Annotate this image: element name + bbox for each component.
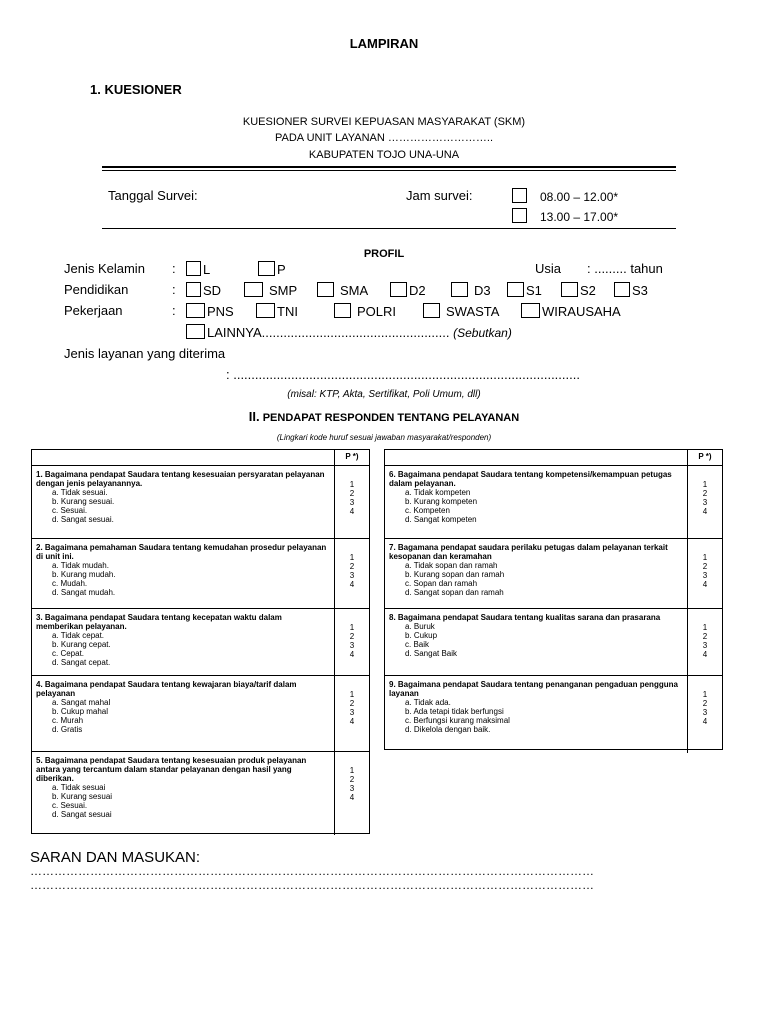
header-rule-top bbox=[102, 166, 676, 168]
answer-option: b. Kurang sesuai. bbox=[52, 497, 115, 506]
saran-line-2[interactable]: …………………………………………………………………………………………………………………………… bbox=[30, 878, 594, 892]
option-label: S1 bbox=[526, 283, 542, 298]
option-label: PNS bbox=[207, 304, 234, 319]
option-label: D3 bbox=[474, 283, 491, 298]
job-option-polri[interactable] bbox=[334, 303, 396, 319]
answer-code[interactable]: 1 bbox=[349, 690, 355, 699]
question-row bbox=[385, 466, 722, 539]
option-label: SMP bbox=[269, 283, 298, 298]
gender-p-checkbox[interactable] bbox=[258, 261, 275, 276]
answer-code[interactable]: 2 bbox=[702, 699, 708, 708]
option-label: SMA bbox=[340, 283, 369, 298]
job-option-swasta[interactable] bbox=[423, 303, 499, 319]
question-title: 8. Bagaimana pendapat Saudara tentang kualitas sarana dan prasarana bbox=[389, 613, 661, 622]
section-2-title bbox=[0, 409, 768, 424]
option-label: S3 bbox=[632, 283, 648, 298]
question-row bbox=[32, 752, 369, 835]
answer-code[interactable]: 1 bbox=[702, 480, 708, 489]
checkbox[interactable] bbox=[186, 303, 205, 318]
question-row bbox=[32, 676, 369, 752]
option-label: D2 bbox=[409, 283, 426, 298]
page-heading: LAMPIRAN bbox=[349, 36, 419, 51]
checkbox[interactable] bbox=[244, 282, 263, 297]
checkbox[interactable] bbox=[561, 282, 578, 297]
answer-option: d. Sangat sesuai bbox=[52, 810, 112, 819]
education-option-smp[interactable] bbox=[244, 282, 297, 298]
question-row bbox=[385, 539, 722, 609]
option-label: S2 bbox=[580, 283, 596, 298]
gender-p-label: P bbox=[277, 262, 286, 277]
time-option-1[interactable] bbox=[512, 188, 618, 204]
survey-title-line-3: KABUPATEN TOJO UNA-UNA bbox=[308, 149, 460, 161]
answer-option: c. Mudah. bbox=[52, 579, 88, 588]
option-label: SD bbox=[203, 283, 222, 298]
answer-option: b. Kurang sesuai bbox=[52, 792, 113, 801]
survey-title-line-2: PADA UNIT LAYANAN ……………………….. bbox=[275, 132, 493, 144]
answer-codes bbox=[687, 609, 722, 675]
answer-option: a. Tidak kompeten bbox=[405, 488, 471, 497]
questions-table-left bbox=[31, 449, 370, 834]
question-row bbox=[385, 609, 722, 676]
education-option-s2[interactable] bbox=[561, 282, 596, 298]
answer-code[interactable]: 4 bbox=[702, 717, 708, 726]
saran-label: SARAN DAN MASUKAN: bbox=[30, 849, 201, 866]
answer-code[interactable]: 4 bbox=[702, 507, 708, 516]
answer-code[interactable]: 2 bbox=[702, 489, 708, 498]
answer-option: d. Sangat mudah. bbox=[52, 588, 116, 597]
answer-option: d. Sangat kompeten bbox=[405, 515, 477, 524]
checkbox[interactable] bbox=[521, 303, 540, 318]
time-option-2[interactable] bbox=[512, 208, 618, 224]
table-header bbox=[32, 450, 369, 466]
education-label: Pendidikan bbox=[64, 282, 129, 297]
answer-option: c. Sopan dan ramah bbox=[405, 579, 478, 588]
answer-code[interactable]: 4 bbox=[349, 580, 355, 589]
question-text bbox=[36, 613, 327, 667]
answer-code[interactable]: 3 bbox=[702, 498, 708, 507]
answer-option: c. Sesuai. bbox=[52, 801, 88, 810]
answer-code[interactable]: 4 bbox=[702, 650, 708, 659]
job-colon: : bbox=[172, 303, 176, 318]
answer-option: d. Sangat Baik bbox=[405, 649, 458, 658]
time-option-1-label: 08.00 – 12.00* bbox=[540, 190, 619, 204]
question-row bbox=[385, 676, 722, 753]
question-row bbox=[32, 466, 369, 539]
answer-option: a. Tidak ada. bbox=[405, 698, 451, 707]
answer-code[interactable]: 1 bbox=[349, 766, 355, 775]
answer-option: b. Kurang mudah. bbox=[52, 570, 116, 579]
question-row bbox=[32, 609, 369, 676]
answer-option: c. Berfungsi kurang maksimal bbox=[405, 716, 510, 725]
answer-option: d. Dikelola dengan baik. bbox=[405, 725, 491, 734]
profil-title: PROFIL bbox=[363, 248, 405, 260]
answer-option: b. Kurang kompeten bbox=[405, 497, 478, 506]
answer-code[interactable]: 2 bbox=[349, 632, 355, 641]
section-2-text: PENDAPAT RESPONDEN TENTANG PELAYANAN bbox=[262, 412, 520, 424]
question-title: 6. Bagaimana pendapat Saudara tentang kompetensi/kemampuan petugas dalam pelayanan. bbox=[389, 470, 672, 488]
answer-code[interactable]: 1 bbox=[349, 623, 355, 632]
question-text bbox=[389, 680, 680, 734]
answer-code[interactable]: 4 bbox=[349, 793, 355, 802]
education-option-sd[interactable] bbox=[186, 282, 221, 298]
education-option-s3[interactable] bbox=[614, 282, 648, 298]
answer-codes bbox=[687, 539, 722, 608]
answer-code[interactable]: 3 bbox=[349, 571, 355, 580]
answer-option: a. Buruk bbox=[405, 622, 435, 631]
section-1-title: 1. KUESIONER bbox=[90, 82, 182, 97]
checkbox[interactable] bbox=[507, 282, 524, 297]
answer-option: d. Sangat cepat. bbox=[52, 658, 111, 667]
answer-option: a. Tidak cepat. bbox=[52, 631, 105, 640]
section-2-subtitle: (Lingkari kode huruf sesuai jawaban masyarakat/responden) bbox=[276, 433, 492, 442]
question-title: 5. Bagaimana pendapat Saudara tentang kesesuaian produk pelayanan antara yang tercantum dalam standar pelayanan dengan hasil yang diberikan. bbox=[36, 756, 307, 783]
answer-option: b. Cukup bbox=[405, 631, 438, 640]
education-option-sma[interactable] bbox=[317, 282, 368, 298]
questions-table-right bbox=[384, 449, 723, 750]
answer-codes bbox=[334, 676, 369, 751]
job-other-note: (Sebutkan) bbox=[453, 326, 512, 340]
answer-option: a. Tidak sopan dan ramah bbox=[405, 561, 498, 570]
answer-code[interactable]: 2 bbox=[349, 775, 355, 784]
answer-codes bbox=[687, 676, 722, 753]
answer-option: c. Murah bbox=[52, 716, 84, 725]
checkbox[interactable] bbox=[390, 282, 407, 297]
answer-codes bbox=[334, 752, 369, 835]
option-label: WIRAUSAHA bbox=[542, 304, 621, 319]
answer-codes bbox=[334, 609, 369, 675]
meta-rule bbox=[102, 228, 676, 229]
job-option-tni[interactable] bbox=[256, 303, 298, 319]
answer-code[interactable]: 4 bbox=[702, 580, 708, 589]
checkbox[interactable] bbox=[423, 303, 440, 318]
answer-codes bbox=[334, 466, 369, 538]
answer-option: a. Sangat mahal bbox=[52, 698, 111, 707]
answer-code[interactable]: 1 bbox=[349, 553, 355, 562]
answer-option: a. Tidak sesuai bbox=[52, 783, 106, 792]
answer-code[interactable]: 3 bbox=[702, 641, 708, 650]
answer-option: b. Kurang cepat. bbox=[52, 640, 111, 649]
service-field[interactable]: : ................................................................................................ bbox=[226, 367, 580, 382]
question-title: 1. Bagaimana pendapat Saudara tentang kesesuaian persyaratan pelayanan dengan jenis pelayanannya. bbox=[36, 470, 325, 488]
answer-code[interactable]: 1 bbox=[702, 690, 708, 699]
education-option-d2[interactable] bbox=[390, 282, 426, 298]
survey-title-line-1: KUESIONER SURVEI KEPUASAN MASYARAKAT (SKM) bbox=[242, 116, 526, 128]
answer-code[interactable]: 3 bbox=[349, 708, 355, 717]
answer-code[interactable]: 2 bbox=[349, 562, 355, 571]
code-column-header: P *) bbox=[687, 450, 722, 465]
answer-code[interactable]: 4 bbox=[349, 507, 355, 516]
education-colon: : bbox=[172, 282, 176, 297]
checkbox[interactable] bbox=[317, 282, 334, 297]
answer-code[interactable]: 3 bbox=[702, 708, 708, 717]
answer-code[interactable]: 4 bbox=[349, 717, 355, 726]
age-label: Usia bbox=[535, 261, 562, 276]
answer-option: b. Ada tetapi tidak berfungsi bbox=[405, 707, 504, 716]
job-option-lainnya[interactable] bbox=[186, 324, 512, 340]
answer-option: c. Kompeten bbox=[405, 506, 450, 515]
answer-code[interactable]: 2 bbox=[702, 632, 708, 641]
checkbox[interactable] bbox=[186, 324, 205, 339]
answer-code[interactable]: 3 bbox=[702, 571, 708, 580]
question-text bbox=[36, 470, 327, 524]
job-label: Pekerjaan bbox=[64, 303, 123, 318]
question-title: 2. Bagaimana pemahaman Saudara tentang kemudahan prosedur pelayanan di unit ini. bbox=[36, 543, 327, 561]
age-field[interactable]: : ......... tahun bbox=[587, 261, 663, 276]
question-title: 7. Bagamana pendapat saudara perilaku petugas dalam pelayanan terkait kesopanan dan keramahan bbox=[389, 543, 668, 561]
answer-code[interactable]: 2 bbox=[349, 699, 355, 708]
gender-l-checkbox[interactable] bbox=[186, 261, 201, 276]
question-text bbox=[389, 543, 680, 597]
answer-option: c. Baik bbox=[405, 640, 430, 649]
question-title: 3. Bagaimana pendapat Saudara tentang kecepatan waktu dalam memberikan pelayanan. bbox=[36, 613, 282, 631]
education-option-s1[interactable] bbox=[507, 282, 542, 298]
question-text bbox=[36, 543, 327, 597]
question-row bbox=[32, 539, 369, 609]
section-2-number: II. bbox=[248, 409, 260, 424]
option-label: TNI bbox=[277, 304, 298, 319]
answer-code[interactable]: 1 bbox=[349, 480, 355, 489]
job-option-pns[interactable] bbox=[186, 303, 234, 319]
answer-option: d. Sangat sesuai. bbox=[52, 515, 114, 524]
checkbox[interactable] bbox=[614, 282, 630, 297]
saran-line-1[interactable]: …………………………………………………………………………………………………………………………… bbox=[30, 864, 594, 878]
answer-option: c. Sesuai. bbox=[52, 506, 88, 515]
option-label: POLRI bbox=[357, 304, 397, 319]
answer-code[interactable]: 2 bbox=[349, 489, 355, 498]
question-title: 9. Bagaimana pendapat Saudara tentang penanganan pengaduan pengguna layanan bbox=[389, 680, 678, 698]
answer-option: b. Kurang sopan dan ramah bbox=[405, 570, 505, 579]
question-title: 4. Bagaimana pendapat Saudara tentang kewajaran biaya/tarif dalam pelayanan bbox=[36, 680, 297, 698]
gender-l-label: L bbox=[203, 262, 211, 277]
header-rule-bottom bbox=[102, 170, 676, 171]
answer-code[interactable]: 3 bbox=[349, 498, 355, 507]
answer-code[interactable]: 4 bbox=[349, 650, 355, 659]
checkbox[interactable] bbox=[451, 282, 468, 297]
time-option-2-checkbox[interactable] bbox=[512, 208, 527, 223]
time-option-1-checkbox[interactable] bbox=[512, 188, 527, 203]
service-label: Jenis layanan yang diterima bbox=[64, 346, 226, 361]
answer-code[interactable]: 2 bbox=[702, 562, 708, 571]
time-option-2-label: 13.00 – 17.00* bbox=[540, 210, 619, 224]
question-text bbox=[36, 756, 327, 819]
answer-code[interactable]: 3 bbox=[349, 784, 355, 793]
education-option-d3[interactable] bbox=[451, 282, 491, 298]
answer-code[interactable]: 1 bbox=[702, 623, 708, 632]
answer-option: b. Cukup mahal bbox=[52, 707, 109, 716]
checkbox[interactable] bbox=[334, 303, 351, 318]
answer-option: d. Sangat sopan dan ramah bbox=[405, 588, 504, 597]
answer-code[interactable]: 1 bbox=[702, 553, 708, 562]
time-label: Jam survei: bbox=[406, 188, 473, 203]
gender-option-l[interactable] bbox=[186, 261, 210, 277]
answer-option: c. Cepat. bbox=[52, 649, 85, 658]
gender-colon: : bbox=[172, 261, 176, 276]
job-option-wirausaha[interactable] bbox=[521, 303, 621, 319]
answer-code[interactable]: 3 bbox=[349, 641, 355, 650]
date-label: Tanggal Survei: bbox=[108, 188, 198, 203]
table-header bbox=[385, 450, 722, 466]
checkbox[interactable] bbox=[256, 303, 275, 318]
answer-option: a. Tidak mudah. bbox=[52, 561, 109, 570]
checkbox[interactable] bbox=[186, 282, 201, 297]
answer-codes bbox=[687, 466, 722, 538]
code-column-header: P *) bbox=[334, 450, 369, 465]
question-text bbox=[389, 470, 680, 524]
answer-option: d. Gratis bbox=[52, 725, 83, 734]
question-text bbox=[36, 680, 327, 734]
gender-option-p[interactable] bbox=[258, 261, 286, 277]
question-text bbox=[389, 613, 680, 658]
answer-codes bbox=[334, 539, 369, 608]
option-label: LAINNYA.................................................... bbox=[207, 325, 450, 340]
gender-label: Jenis Kelamin bbox=[64, 261, 145, 276]
option-label: SWASTA bbox=[446, 304, 500, 319]
answer-option: a. Tidak sesuai. bbox=[52, 488, 108, 497]
service-note: (misal: KTP, Akta, Sertifikat, Poli Umum, dll) bbox=[287, 389, 481, 400]
